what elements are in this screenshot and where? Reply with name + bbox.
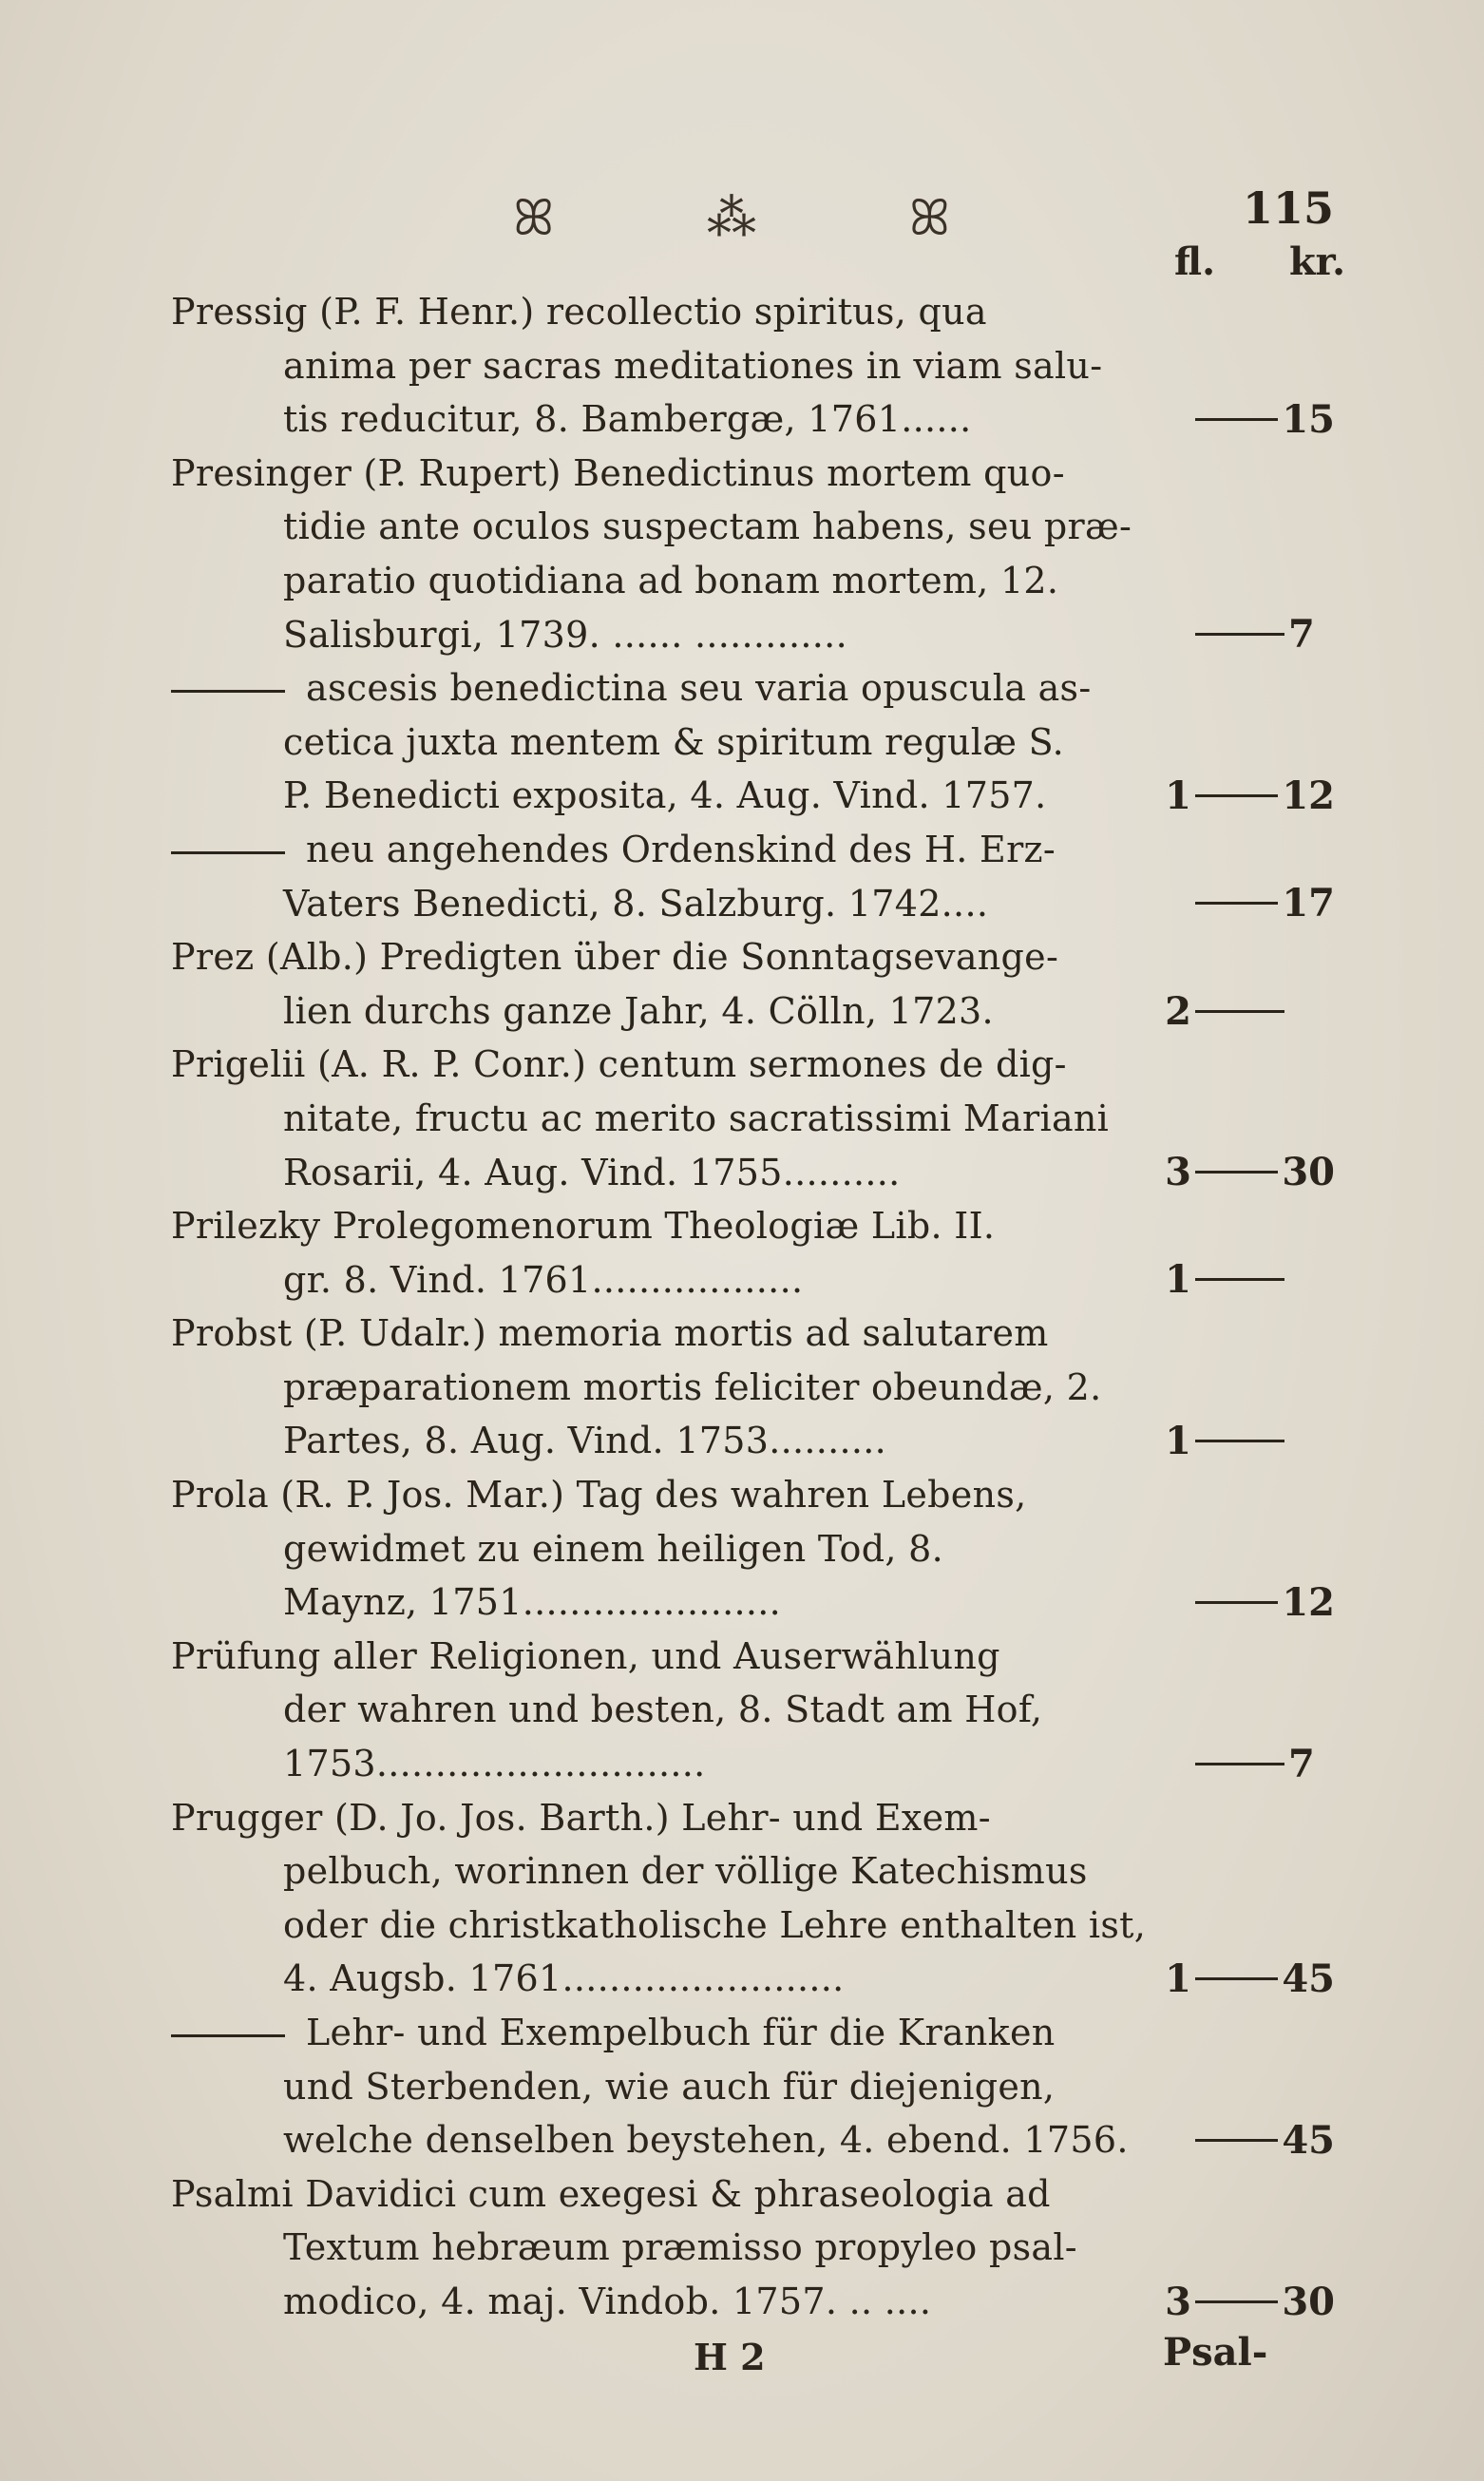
entry-continuation-line [171, 392, 1150, 447]
entry-continuation-line [171, 554, 1150, 608]
entry-text: nitate, fructu ac merito sacratissimi Mariani [283, 1097, 1110, 1139]
ornament-center-icon: ⁂ [707, 190, 756, 247]
price-florin: 2 [1165, 988, 1191, 1034]
entry-price [1159, 1414, 1330, 1468]
entry-text: tis reducitur, 8. Bambergæ, 1761...... [283, 398, 972, 441]
entry-price [1159, 769, 1336, 823]
entry-first-line [171, 1791, 1150, 1845]
entry-text: 1753............................ [283, 1743, 706, 1785]
entry-text: Probst (P. Udalr.) memoria mortis ad salutarem [171, 1312, 1049, 1355]
catalog-entry [171, 1038, 1349, 1199]
entry-first-line [171, 661, 1150, 716]
entry-text: tidie ante oculos suspectam habens, seu præ- [283, 506, 1132, 548]
entry-continuation-line [171, 1737, 1150, 1791]
catalog-entry [171, 1468, 1349, 1630]
catchword: Psal- [1163, 2330, 1268, 2375]
price-florin: 1 [1165, 1956, 1191, 2002]
entry-text: Salisburgi, 1739. ...... ............. [283, 613, 847, 656]
entry-continuation-line [171, 2221, 1150, 2275]
currency-header [1174, 239, 1345, 284]
entry-continuation-line [171, 339, 1150, 393]
entry-price [1159, 1952, 1336, 2006]
entry-text: und Sterbenden, wie auch für diejenigen, [283, 2065, 1056, 2108]
catalog-entry [171, 2006, 1349, 2167]
price-florin: 3 [1165, 2279, 1191, 2324]
entry-continuation-line [171, 500, 1150, 554]
price-separator [1195, 633, 1284, 636]
price-separator [1195, 1278, 1284, 1281]
entry-first-line [171, 1630, 1150, 1684]
catalog-entries [171, 285, 1349, 2329]
entry-continuation-line [171, 2275, 1150, 2329]
price-separator [1195, 418, 1278, 421]
entry-continuation-line [171, 2113, 1150, 2167]
entry-text: Prez (Alb.) Predigten über die Sonntagsevange- [171, 936, 1059, 979]
entry-first-line [171, 1199, 1150, 1253]
entry-continuation-line [171, 1146, 1150, 1200]
price-florin: 1 [1165, 773, 1191, 819]
price-separator [1195, 1763, 1284, 1765]
catalog-entry [171, 1307, 1349, 1468]
entry-text: Textum hebræum præmisso propyleo psal- [283, 2226, 1077, 2269]
entry-text: Prilezky Prolegomenorum Theologiæ Lib. II. [171, 1205, 996, 1248]
entry-text: welche denselben beystehen, 4. ebend. 1756. [283, 2119, 1129, 2162]
entry-text: pelbuch, worinnen der völlige Katechismus [283, 1850, 1088, 1893]
page-number: 115 [1243, 182, 1335, 234]
entry-text: Pressig (P. F. Henr.) recollectio spiritus, qua [171, 291, 987, 333]
entry-text: anima per sacras meditationes in viam salu- [283, 344, 1103, 387]
entry-text: der wahren und besten, 8. Stadt am Hof, [283, 1689, 1043, 1731]
entry-price [1159, 1253, 1330, 1307]
entry-continuation-line [171, 877, 1150, 931]
entry-text: 4. Augsb. 1761........................ [283, 1957, 845, 2000]
entry-text: Vaters Benedicti, 8. Salzburg. 1742.... [283, 882, 989, 925]
entry-first-line [171, 447, 1150, 501]
price-kreuzer: 30 [1282, 1150, 1336, 1195]
entry-continuation-line [171, 1092, 1150, 1146]
entry-text: paratio quotidiana ad bonam mortem, 12. [283, 559, 1059, 601]
entry-continuation-line [171, 1253, 1150, 1307]
currency-kr: kr. [1288, 239, 1345, 284]
entry-continuation-line [171, 769, 1150, 823]
ditto-dash [171, 690, 285, 693]
catalog-entry [171, 823, 1349, 930]
entry-text: Prüfung aller Religionen, und Auserwählung [171, 1634, 1000, 1677]
entry-text: lien durchs ganze Jahr, 4. Cölln, 1723. [283, 989, 994, 1032]
entry-first-line [171, 1468, 1150, 1522]
price-separator [1195, 1171, 1278, 1174]
price-separator [1195, 2300, 1278, 2303]
catalog-entry [171, 285, 1349, 447]
entry-price [1159, 984, 1330, 1039]
entry-text: gewidmet zu einem heiligen Tod, 8. [283, 1527, 943, 1570]
entry-first-line [171, 823, 1150, 877]
catalog-entry [171, 1791, 1349, 2006]
price-kreuzer: 45 [1282, 2117, 1336, 2163]
catalog-entry [171, 661, 1349, 823]
entry-text: ascesis benedictina seu varia opuscula as- [306, 667, 1092, 710]
ornament-right-icon: ꕤ [908, 189, 950, 247]
entry-continuation-line [171, 2060, 1150, 2114]
price-separator [1195, 794, 1278, 797]
price-florin: 1 [1165, 1257, 1191, 1303]
entry-text: Prigelii (A. R. P. Conr.) centum sermones de dig- [171, 1043, 1067, 1086]
catalog-entry [171, 1199, 1349, 1307]
entry-price [1159, 392, 1336, 447]
header-ornament [513, 181, 950, 257]
entry-text: Rosarii, 4. Aug. Vind. 1755.......... [283, 1151, 901, 1193]
entry-text: Lehr- und Exempelbuch für die Kranken [306, 2012, 1056, 2053]
ditto-dash [171, 851, 285, 854]
entry-continuation-line [171, 1899, 1150, 1953]
entry-text: neu angehendes Ordenskind des H. Erz- [306, 828, 1056, 870]
price-kreuzer: 7 [1288, 1741, 1315, 1786]
entry-first-line [171, 2006, 1150, 2060]
price-kreuzer: 15 [1282, 396, 1336, 442]
entry-text: P. Benedicti exposita, 4. Aug. Vind. 1757. [283, 774, 1047, 817]
price-kreuzer: 7 [1288, 612, 1315, 658]
entry-first-line [171, 1307, 1150, 1361]
entry-price [1159, 608, 1330, 662]
entry-price [1159, 2113, 1336, 2167]
catalog-entry [171, 1630, 1349, 1791]
entry-text: gr. 8. Vind. 1761.................. [283, 1258, 804, 1301]
price-separator [1195, 1440, 1284, 1442]
entry-text: cetica juxta mentem & spiritum regulæ S. [283, 720, 1064, 763]
entry-text: Prola (R. P. Jos. Mar.) Tag des wahren Lebens, [171, 1474, 1027, 1517]
entry-continuation-line [171, 1414, 1150, 1468]
catalog-entry [171, 930, 1349, 1038]
price-kreuzer: 12 [1282, 1580, 1336, 1626]
catalog-entry [171, 447, 1349, 661]
entry-continuation-line [171, 1844, 1150, 1899]
entry-continuation-line [171, 984, 1150, 1039]
entry-continuation-line [171, 1522, 1150, 1576]
entry-price [1159, 1146, 1336, 1200]
price-separator [1195, 1601, 1278, 1604]
entry-first-line [171, 1038, 1150, 1092]
entry-price [1159, 877, 1336, 931]
entry-first-line [171, 2167, 1150, 2222]
price-kreuzer: 17 [1282, 881, 1336, 926]
entry-continuation-line [171, 1575, 1150, 1630]
entry-price [1159, 1575, 1336, 1630]
entry-continuation-line [171, 716, 1150, 770]
price-kreuzer: 12 [1282, 773, 1336, 819]
entry-text: oder die christkatholische Lehre enthalten ist, [283, 1903, 1147, 1946]
entry-continuation-line [171, 1952, 1150, 2006]
entry-first-line [171, 930, 1150, 984]
entry-text: Prugger (D. Jo. Jos. Barth.) Lehr- und Exem- [171, 1796, 991, 1839]
price-separator [1195, 2139, 1278, 2142]
catalog-entry [171, 2167, 1349, 2329]
price-kreuzer: 45 [1282, 1956, 1336, 2002]
entry-continuation-line [171, 1361, 1150, 1415]
price-separator [1195, 902, 1278, 905]
ornament-left-icon: ꕤ [513, 189, 555, 247]
entry-text: Maynz, 1751...................... [283, 1581, 782, 1624]
price-florin: 1 [1165, 1419, 1191, 1464]
entry-text: modico, 4. maj. Vindob. 1757. .. .... [283, 2280, 932, 2322]
ditto-dash [171, 2034, 285, 2037]
entry-price [1159, 2275, 1336, 2329]
currency-fl: fl. [1174, 239, 1216, 284]
signature-mark: H 2 [694, 2336, 766, 2378]
price-separator [1195, 1010, 1284, 1013]
price-separator [1195, 1977, 1278, 1980]
entry-continuation-line [171, 608, 1150, 662]
price-florin: 3 [1165, 1150, 1191, 1195]
entry-text: Presinger (P. Rupert) Benedictinus mortem quo- [171, 451, 1065, 494]
entry-text: Partes, 8. Aug. Vind. 1753.......... [283, 1420, 887, 1462]
entry-text: præparationem mortis feliciter obeundæ, 2. [283, 1365, 1102, 1408]
entry-continuation-line [171, 1683, 1150, 1737]
entry-first-line [171, 285, 1150, 339]
entry-price [1159, 1737, 1330, 1791]
price-kreuzer: 30 [1282, 2279, 1336, 2324]
entry-text: Psalmi Davidici cum exegesi & phraseologia ad [171, 2172, 1051, 2215]
